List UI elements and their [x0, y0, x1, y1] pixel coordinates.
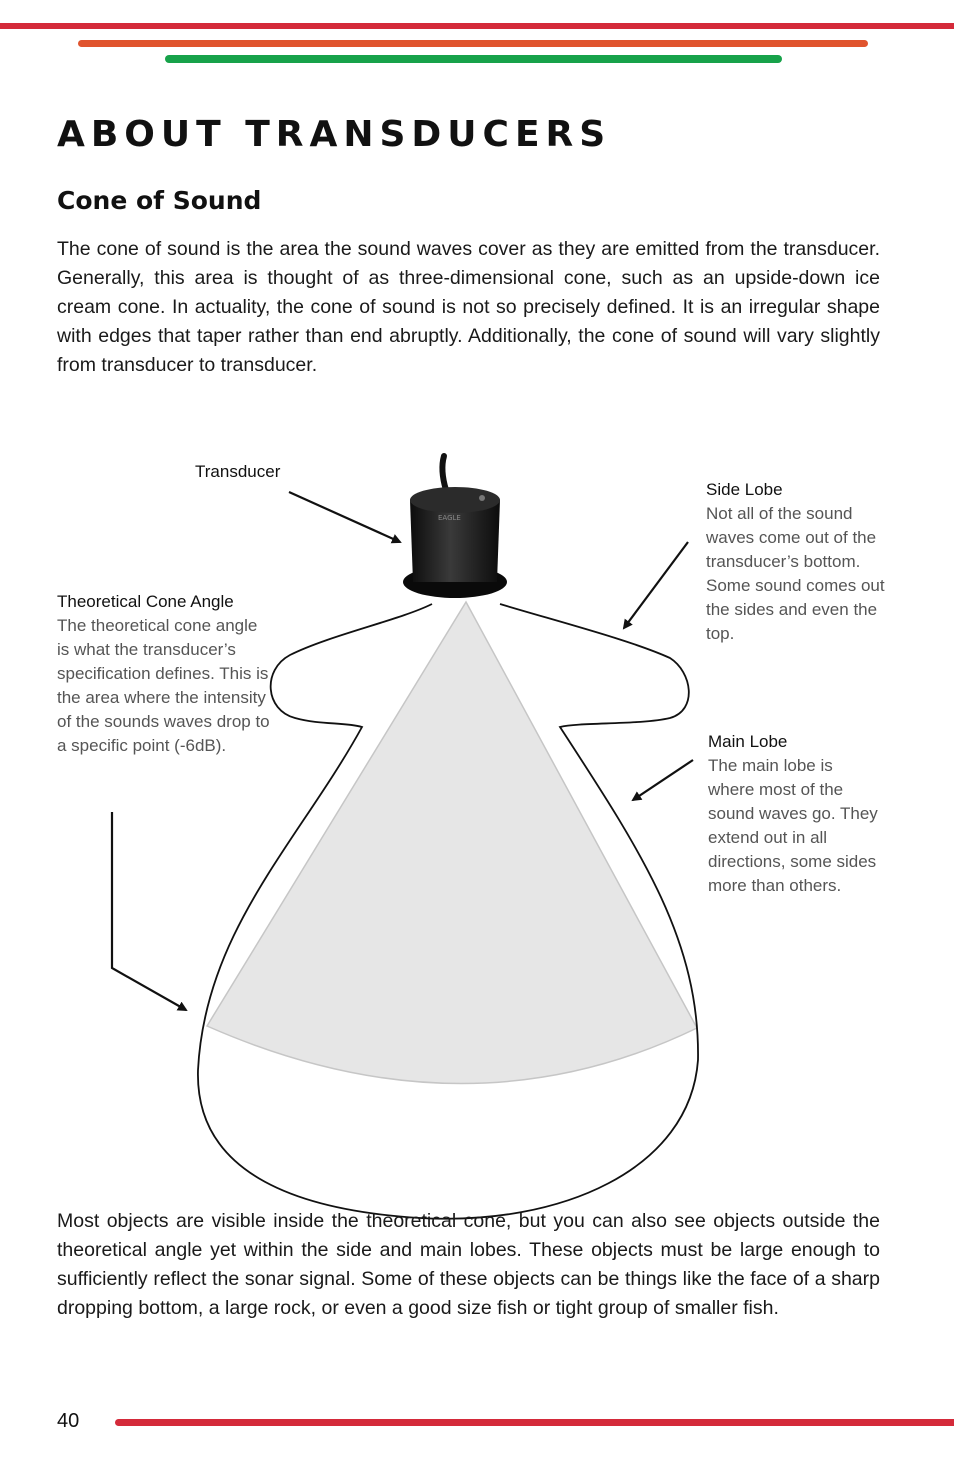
- cone-angle-arrow: [112, 812, 186, 1010]
- transducer-label-title: Transducer: [195, 462, 281, 481]
- intro-paragraph: The cone of sound is the area the sound waves cover as they are emitted from the transducer. Generally, this area is thought of as three-dimensional cone, such as an upside-down ice cream cone. In actuality, the cone of sound is not so precisely defined. It is an irregular shape with edges that taper rather than end abruptly. Additionally, the cone of sound will vary slightly from transducer to transducer.: [57, 238, 880, 376]
- main-lobe-arrow: [633, 760, 693, 800]
- theoretical-cone-callout: [57, 590, 272, 758]
- closing-paragraph: Most objects are visible inside the theoretical cone, but you can also see objects outside the theoretical angle yet within the side and main lobes. These objects must be large enough to sufficiently reflect the sonar signal. Some of these objects can be things like the face of a sharp dropping bottom, a large rock, or even a good size fish or tight group of smaller fish.: [57, 1210, 880, 1319]
- section-title: Cone of Sound: [57, 186, 262, 215]
- page-number: 40: [57, 1410, 80, 1432]
- svg-text:EAGLE: EAGLE: [438, 514, 461, 522]
- main-lobe-callout: [708, 730, 878, 898]
- theoretical-cone-area: [207, 602, 697, 1084]
- side-lobe-arrow: [624, 542, 688, 628]
- transducer-icon: [403, 456, 507, 598]
- theoretical-cone-description: The theoretical cone angle is what the transducer’s specification defines. This is the area where the intensity of the sounds waves drop to a specific point (-6dB).: [57, 616, 270, 755]
- theoretical-cone-title: Theoretical Cone Angle: [57, 592, 234, 611]
- side-lobe-title: Side Lobe: [706, 480, 783, 499]
- main-lobe-description: The main lobe is where most of the sound waves go. They extend out in all directions, some sides more than others.: [708, 756, 878, 895]
- side-lobe-callout: [706, 478, 896, 646]
- footer-red-stripe: [115, 1419, 954, 1426]
- transducer-label: [195, 460, 280, 484]
- side-lobe-description: Not all of the sound waves come out of the transducer’s bottom. Some sound comes out the sides and even the top.: [706, 504, 885, 643]
- main-lobe-title: Main Lobe: [708, 732, 788, 751]
- transducer-arrow: [289, 492, 400, 542]
- page-title: ABOUT TRANSDUCERS: [57, 114, 612, 155]
